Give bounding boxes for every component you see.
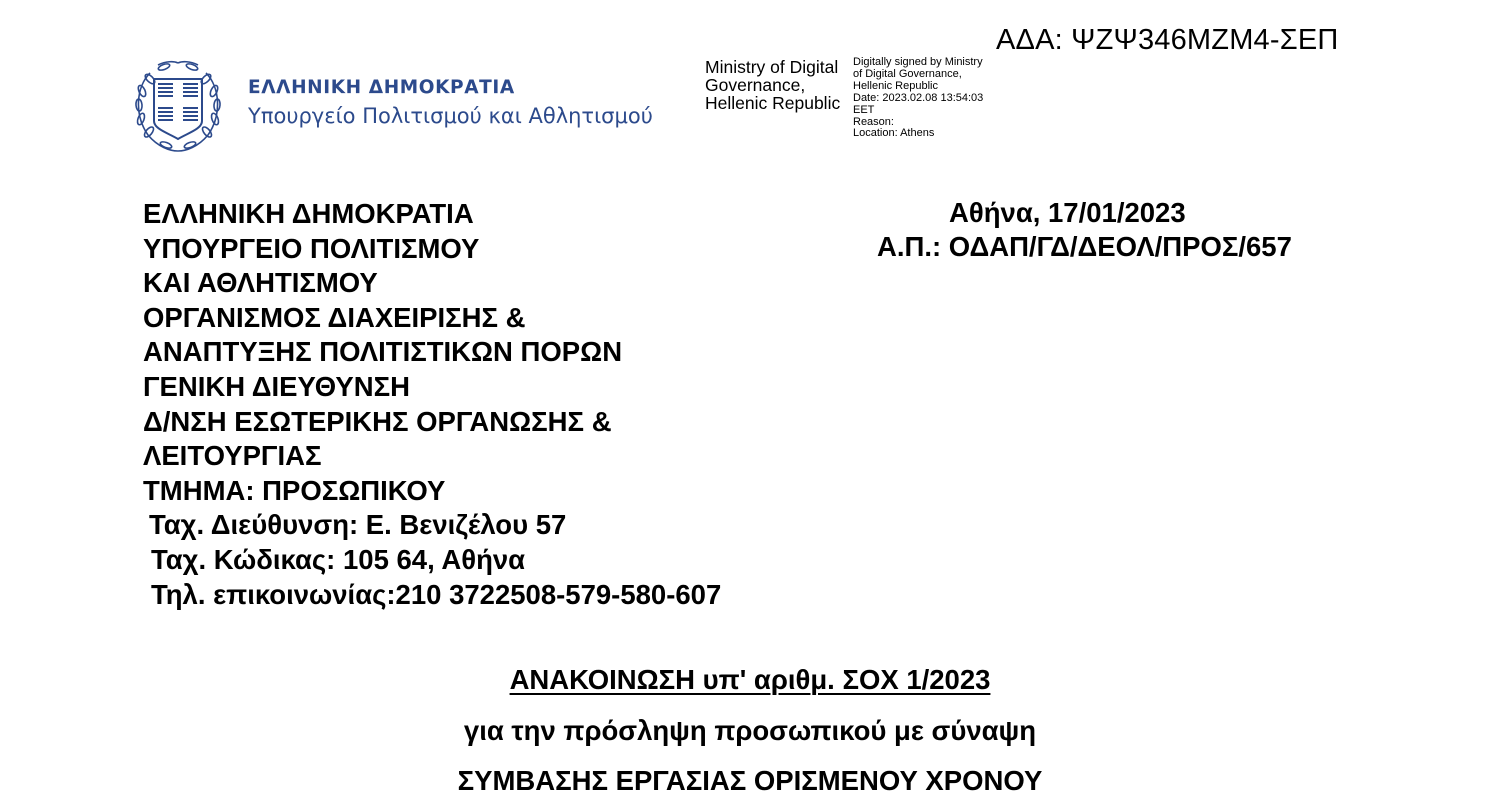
logo-title: ΕΛΛΗΝΙΚΗ ΔΗΜΟΚΡΑΤΙΑ	[248, 77, 515, 98]
signature-signer	[705, 58, 840, 112]
sender-line: Δ/ΝΣΗ ΕΣΩΤΕΡΙΚΗΣ ΟΡΓΑΝΩΣΗΣ &	[143, 405, 612, 437]
signature-signer-line: Ministry of Digital	[705, 57, 839, 77]
sender-line: ΟΡΓΑΝΙΣΜΟΣ ΔΙΑΧΕΙΡΙΣΗΣ &	[143, 301, 526, 333]
sender-line: ΑΝΑΠΤΥΞΗΣ ΠΟΛΙΤΙΣΤΙΚΩΝ ΠΟΡΩΝ	[143, 336, 623, 368]
document-date: Αθήνα, 17/01/2023	[949, 197, 1186, 228]
signature-details	[853, 57, 983, 140]
sender-phone: Τηλ. επικοινωνίας:210 3722508-579-580-607	[151, 578, 722, 610]
signature-reason: Reason:	[853, 115, 894, 128]
announcement-subtitle-2: ΣΥΜΒΑΣΗΣ ΕΡΓΑΣΙΑΣ ΟΡΙΣΜΕΝΟΥ ΧΡΟΝΟΥ	[457, 765, 1043, 796]
sender-line: ΛΕΙΤΟΥΡΓΙΑΣ	[143, 440, 322, 472]
greek-coat-of-arms-icon	[128, 55, 228, 155]
logo-subtitle: Υπουργείο Πολιτισμού και Αθλητισμού	[248, 104, 653, 128]
signature-detail-line: of Digital Governance,	[853, 67, 962, 80]
signature-location: Location: Athens	[853, 127, 935, 140]
sender-address: Ταχ. Διεύθυνση: Ε. Βενιζέλου 57	[149, 509, 567, 541]
sender-block	[143, 197, 721, 612]
ada-code: ΑΔΑ: ΨΖΨ346ΜΖΜ4-ΣΕΠ	[996, 24, 1339, 56]
signature-detail-line: Digitally signed by Ministry	[853, 56, 983, 68]
sender-postal-code: Ταχ. Κώδικας: 105 64, Αθήνα	[151, 543, 526, 575]
sender-line: ΚΑΙ ΑΘΛΗΤΙΣΜΟΥ	[143, 267, 378, 299]
sender-line: ΕΛΛΗΝΙΚΗ ΔΗΜΟΚΡΑΤΙΑ	[143, 198, 474, 229]
signature-signer-line: Hellenic Republic	[705, 93, 841, 113]
sender-line: ΓΕΝΙΚΗ ΔΙΕΥΘΥΝΣΗ	[143, 370, 410, 402]
sender-department: ΤΜΗΜΑ: ΠΡΟΣΩΠΙΚΟΥ	[143, 474, 446, 506]
sender-line: ΥΠΟΥΡΓΕΙΟ ΠΟΛΙΤΙΣΜΟΥ	[143, 232, 480, 264]
signature-detail-line: EET	[853, 103, 875, 116]
signature-date: Date: 2023.02.08 13:54:03	[853, 91, 984, 104]
announcement-subtitle: για την πρόσληψη προσωπικού με σύναψη	[463, 715, 1037, 746]
protocol-number: Α.Π.: ΟΔΑΠ/ΓΔ/ΔΕΟΛ/ΠΡΟΣ/657	[877, 231, 1292, 262]
signature-signer-line: Governance,	[705, 75, 806, 95]
announcement-title-text: ΑΝΑΚΟΙΝΩΣΗ υπ' αριθμ. ΣΟΧ 1/2023	[509, 664, 991, 695]
signature-detail-line: Hellenic Republic	[853, 79, 938, 92]
announcement-title	[0, 664, 1500, 696]
